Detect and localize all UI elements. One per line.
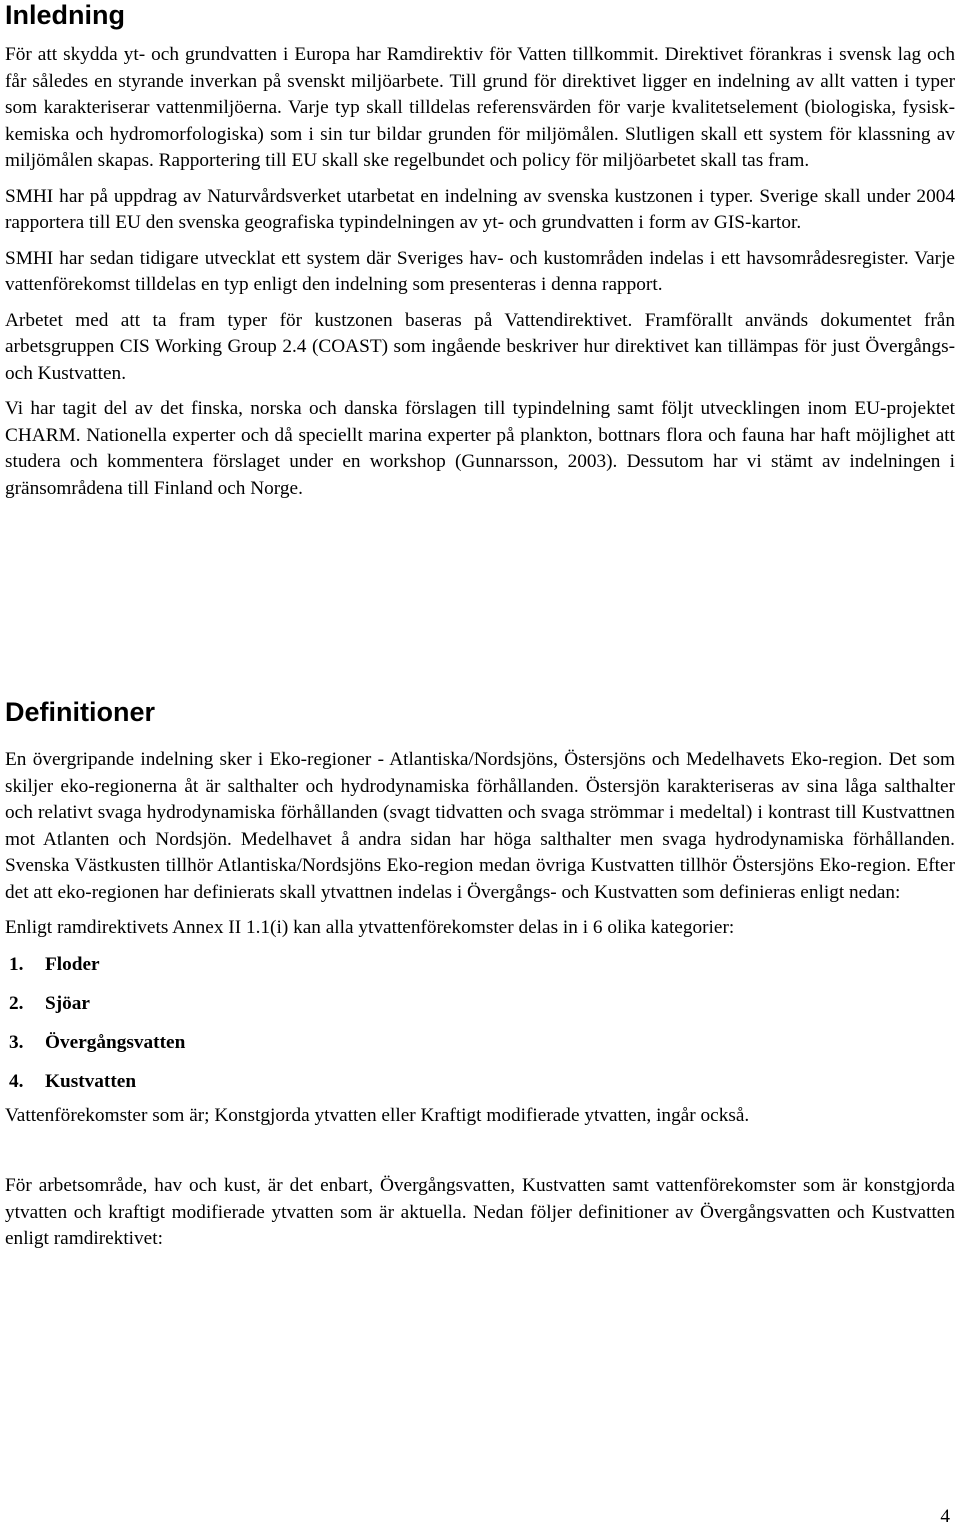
paragraph-directive: För att skydda yt- och grundvatten i Europa har Ramdirektiv för Vatten tillkommit. Direktivet förankras i svensk lag och får således en styrande inverkan på svenskt miljöarbete. Till grund för direktivet ligger en indelning av allt vatten i typer som karakteriserar vattenmiljöerna. Varje typ skall tilldelas referensvärden för varje kvalitetselement (biologiska, fysisk-kemiska och hydromorfologiska) som i sin tur bildar grunden för miljömålen. Slutligen skall ett system för klassning av miljömålen skapas. Rapportering till EU skall ske regelbundet och policy för miljöarbetet skall tas fram.: [5, 44, 955, 171]
heading-definitioner: Definitioner: [5, 697, 156, 727]
section-inledning-body: [5, 42, 955, 502]
category-list: [5, 945, 955, 1101]
list-item: 2. Sjöar: [9, 992, 90, 1014]
paragraph-annex: Enligt ramdirektivets Annex II 1.1(i) kan alla ytvattenförekomster delas in i 6 olika kategorier:: [5, 917, 735, 938]
paragraph-closing: För arbetsområde, hav och kust, är det enbart, Övergångsvatten, Kustvatten samt vattenförekomster som är konstgjorda ytvatten och kraftigt modifierade ytvatten som är aktuella. Nedan följer definitioner av Övergångsvatten och Kustvatten enligt ramdirektivet:: [5, 1175, 955, 1249]
paragraph-work-basis: Arbetet med att ta fram typer för kustzonen baseras på Vattendirektivet. Framförallt används dokumentet från arbetsgruppen CIS Working Group 2.4 (COAST) som ingående beskriver hur direktivet kan tillämpas för just Övergångs- och Kustvatten.: [5, 309, 955, 384]
heading-inledning: Inledning: [5, 0, 125, 30]
paragraph-note: Vattenförekomster som är; Konstgjorda ytvatten eller Kraftigt modifierade ytvatten, ingår också.: [5, 1104, 750, 1126]
list-item: 3. Övergångsvatten: [9, 1031, 186, 1053]
list-item: 1. Floder: [9, 953, 100, 975]
page-number: 4: [940, 1506, 950, 1527]
paragraph-proposals: Vi har tagit del av det finska, norska och danska förslagen till typindelning samt följt utvecklingen inom EU-projektet CHARM. Nationella experter och då speciellt marina experter på plankton, bottnars flora och fauna har haft möjlighet att studera och kommentera förslaget under en workshop (Gunnarsson, 2003). Dessutom har vi stämt av indelningen i gränsområdena till Finland och Norge.: [5, 398, 955, 499]
paragraph-smhi-assignment: SMHI har på uppdrag av Naturvårdsverket utarbetat en indelning av svenska kustzonen i typer. Sverige skall under 2004 rapportera till EU den svenska geografiska typindelningen av yt- och grundvatten i form av GIS-kartor.: [5, 185, 955, 233]
list-item: 4. Kustvatten: [9, 1070, 137, 1092]
section-definitioner-body: [5, 747, 955, 1253]
paragraph-smhi-register: SMHI har sedan tidigare utvecklat ett system där Sveriges hav- och kustområden indelas i ett havsområdesregister. Varje vattenförekomst tilldelas en typ enligt den indelning som presenteras i denna rapport.: [5, 247, 955, 295]
paragraph-eco-regions: En övergripande indelning sker i Eko-regioner - Atlantiska/Nordsjöns, Östersjöns och Medelhavets Eko-region. Det som skiljer eko-regionerna åt är salthalter och hydrodynamiska förhållanden. Östersjön karakteriseras av sina låga salthalter och relativt svaga hydrodynamiska förhållanden (svagt tidvatten och svaga strömmar i medeltal) i kontrast till Kustvattnen mot Atlanten och Nordsjön. Medelhavet å andra sidan har höga salthalter men svaga hydrodynamiska förhållanden. Svenska Västkusten tillhör Atlantiska/Nordsjöns Eko-region medan övriga Kustvatten tillhör Östersjöns Eko-region. Efter det att eko-regionen har definierats skall ytvattnen indelas i Övergångs- och Kustvatten som definieras enligt nedan:: [5, 749, 955, 903]
